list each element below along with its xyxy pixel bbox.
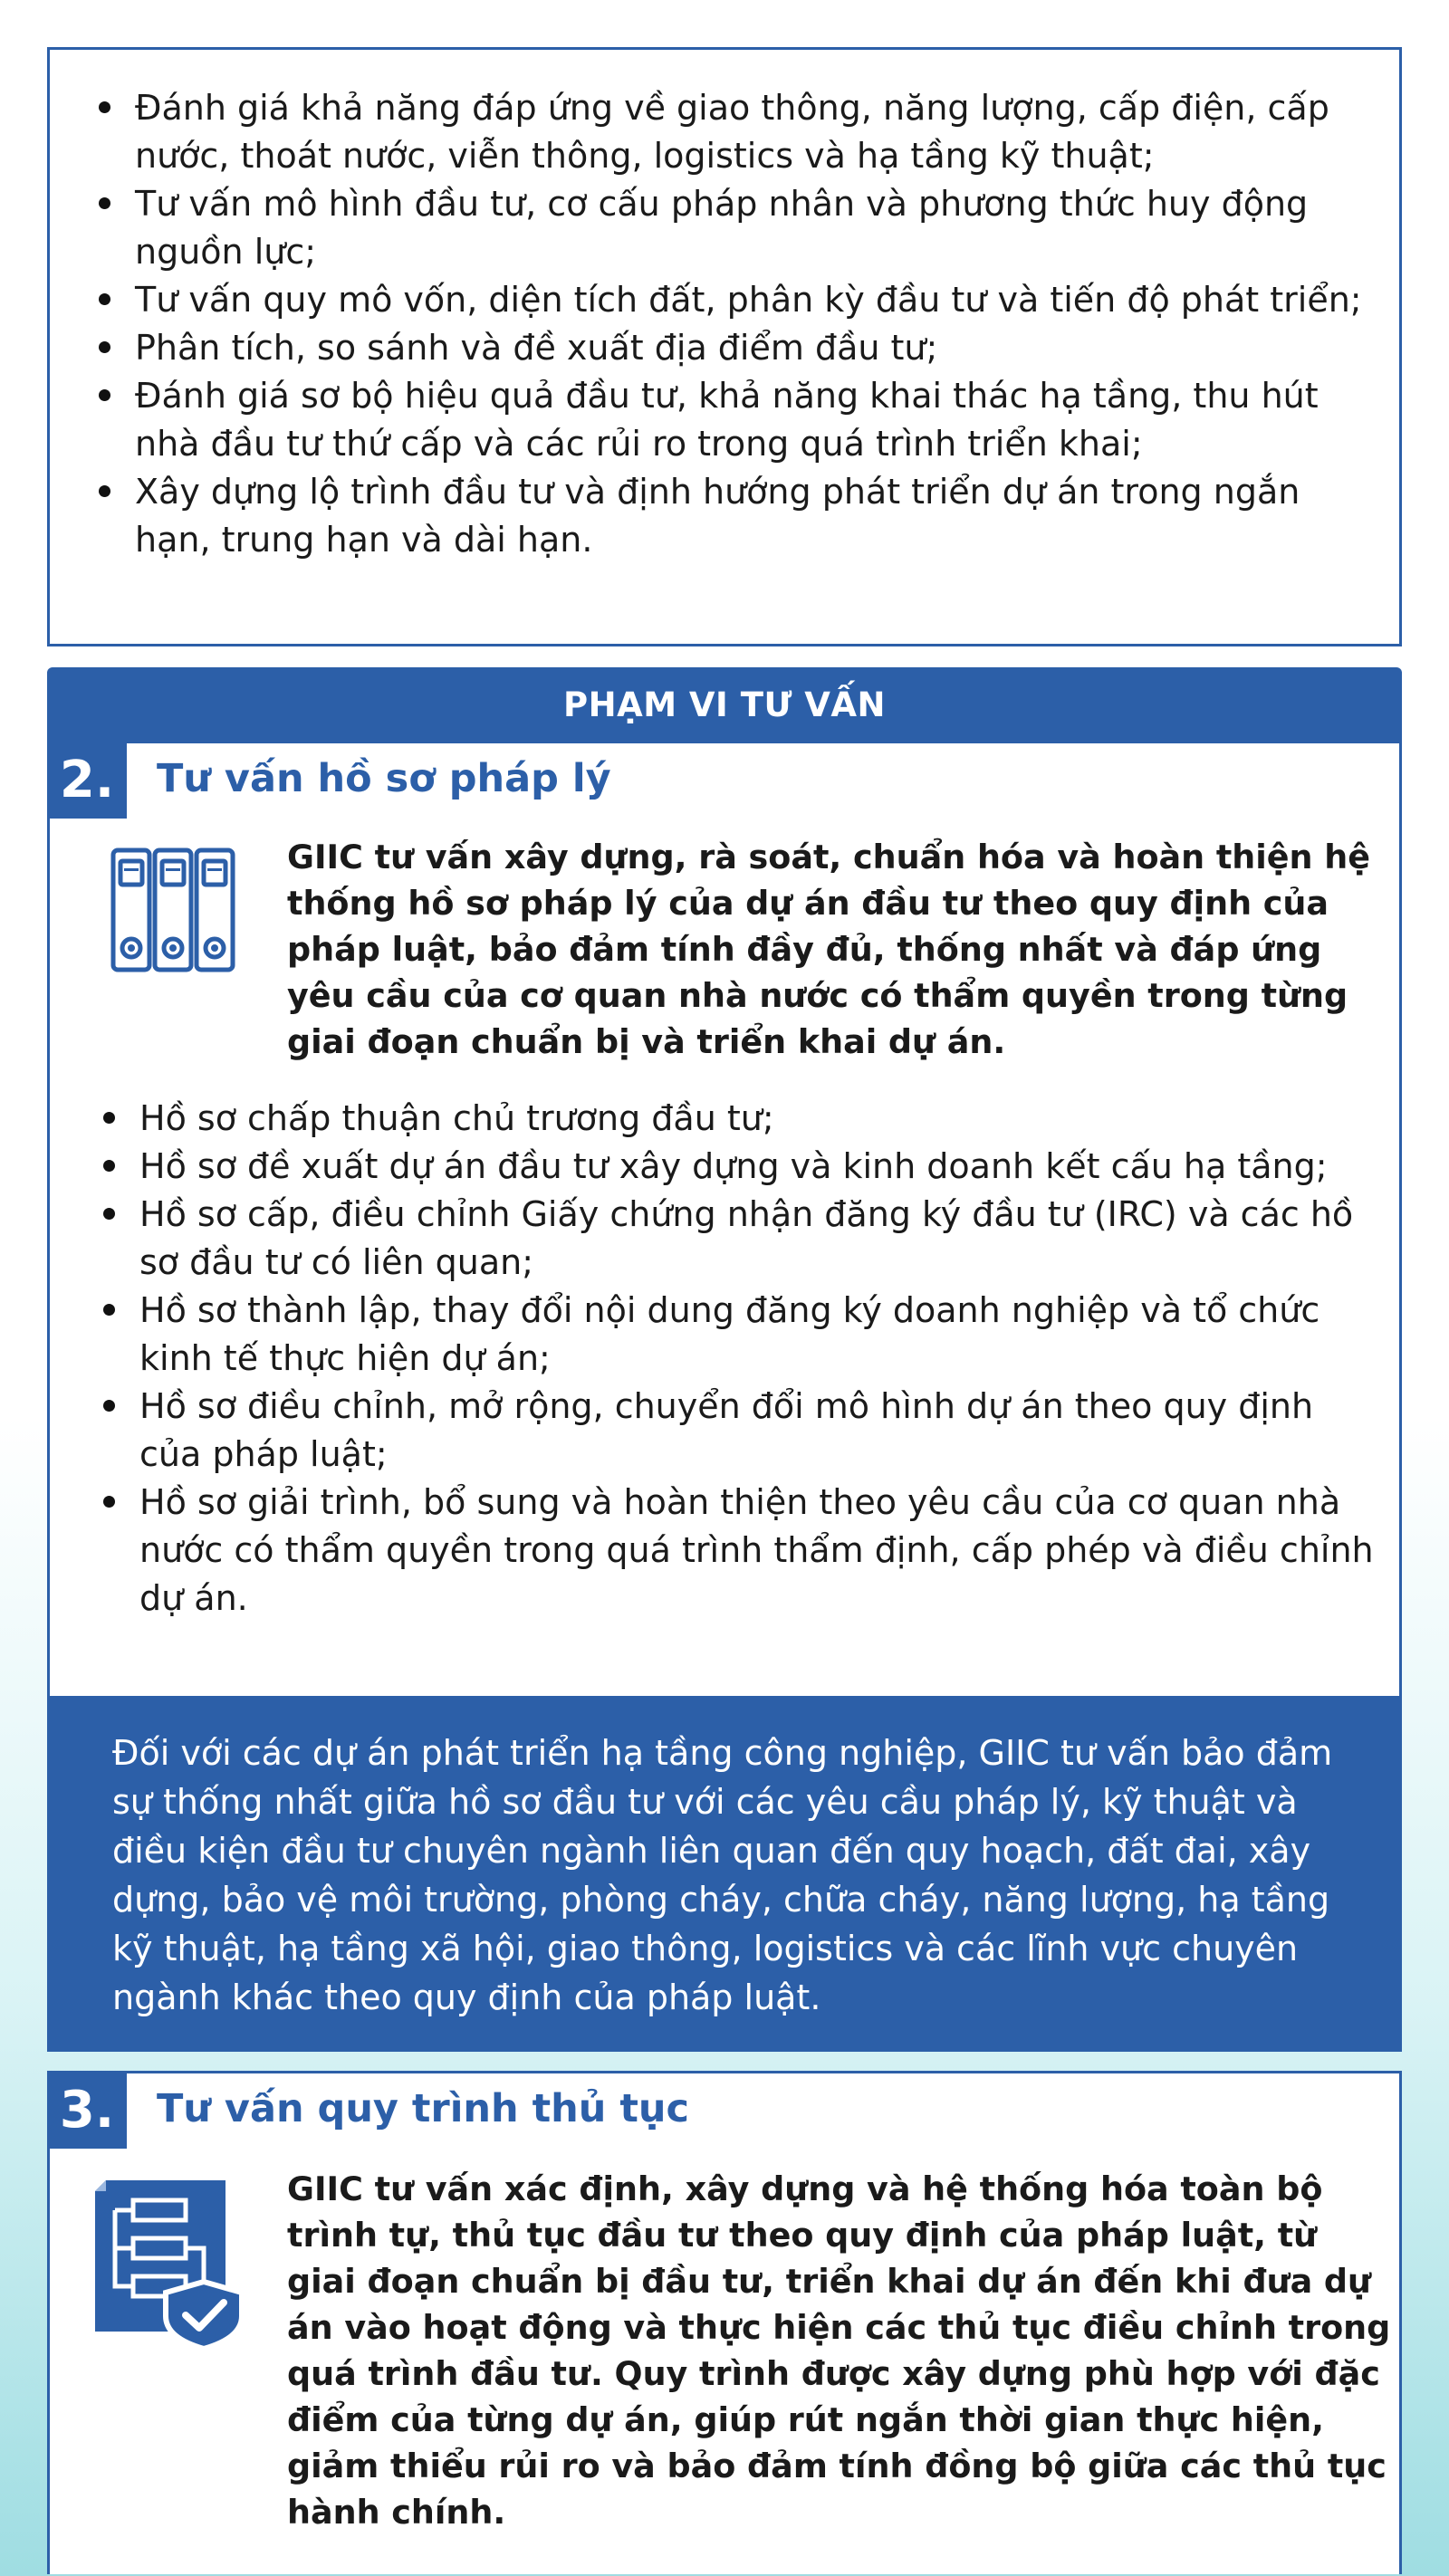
binders-icon <box>106 841 242 977</box>
section-1-box <box>47 47 1402 646</box>
section-2-note <box>47 1696 1402 2052</box>
list-item: Tư vấn mô hình đầu tư, cơ cấu pháp nhân và phương thức huy động nguồn lực; <box>95 180 1363 276</box>
list-item: Hồ sơ giải trình, bổ sung và hoàn thiện theo yêu cầu của cơ quan nhà nước có thẩm quyền trong quá trình thẩm định, cấp phép và điều chỉnh dự án. <box>100 1479 1386 1623</box>
list-item: Đánh giá khả năng đáp ứng về giao thông, năng lượng, cấp điện, cấp nước, thoát nước, viễn thông, logistics và hạ tầng kỹ thuật; <box>95 84 1363 180</box>
section-description: GIIC tư vấn xác định, xây dựng và hệ thống hóa toàn bộ trình tự, thủ tục đầu tư theo quy định của pháp luật, từ giai đoạn chuẩn bị đầu tư, triển khai dự án đến khi đưa dự án vào hoạt động và thực hiện các thủ tục điều chỉnh trong quá trình đầu tư. Quy trình được xây dựng phù hợp với đặc điểm của từng dự án, giúp rút ngắn thời gian thực hiện, giảm thiểu rủi ro và bảo đảm tính đồng bộ giữa các thủ tục hành chính. <box>287 2169 1391 2532</box>
flowchart-shield-icon <box>88 2173 251 2350</box>
note-text: Đối với các dự án phát triển hạ tầng công nghiệp, GIIC tư vấn bảo đảm sự thống nhất giữa hồ sơ đầu tư với các yêu cầu pháp lý, kỹ thuật và điều kiện đầu tư chuyên ngành liên quan đến quy hoạch, đất đai, xây dựng, bảo vệ môi trường, phòng cháy, chữa cháy, năng lượng, hạ tầng kỹ thuật, hạ tầng xã hội, giao thông, logistics và các lĩnh vực chuyên ngành khác theo quy định của pháp luật. <box>112 1733 1333 2017</box>
section-title: Tư vấn quy trình thủ tục <box>157 2086 690 2131</box>
list-item: Phân tích, so sánh và đề xuất địa điểm đầu tư; <box>95 324 1363 372</box>
section-3-box <box>47 2071 1402 2574</box>
banner-title: PHẠM VI TƯ VẤN <box>563 685 886 724</box>
list-item: Hồ sơ điều chỉnh, mở rộng, chuyển đổi mô hình dự án theo quy định của pháp luật; <box>100 1383 1386 1479</box>
list-item: Xây dựng lộ trình đầu tư và định hướng phát triển dự án trong ngắn hạn, trung hạn và dài hạn. <box>95 468 1363 564</box>
list-item: Hồ sơ thành lập, thay đổi nội dung đăng ký doanh nghiệp và tổ chức kinh tế thực hiện dự án; <box>100 1287 1386 1383</box>
list-item: Hồ sơ cấp, điều chỉnh Giấy chứng nhận đăng ký đầu tư (IRC) và các hồ sơ đầu tư có liên quan; <box>100 1191 1386 1287</box>
list-item: Tư vấn quy mô vốn, diện tích đất, phân kỳ đầu tư và tiến độ phát triển; <box>95 276 1363 324</box>
section-1-list <box>95 84 1363 564</box>
section-2-box <box>47 741 1402 1696</box>
list-item: Hồ sơ chấp thuận chủ trương đầu tư; <box>100 1095 1386 1143</box>
section-number: 2. <box>47 741 127 819</box>
list-item: Hồ sơ đề xuất dự án đầu tư xây dựng và kinh doanh kết cấu hạ tầng; <box>100 1143 1386 1191</box>
section-2-list <box>100 1095 1386 1623</box>
section-number: 3. <box>47 2071 127 2149</box>
scope-banner <box>47 667 1402 742</box>
section-description: GIIC tư vấn xây dựng, rà soát, chuẩn hóa và hoàn thiện hệ thống hồ sơ pháp lý của dự án đầu tư theo quy định của pháp luật, bảo đảm tính đầy đủ, thống nhất và đáp ứng yêu cầu của cơ quan nhà nước có thẩm quyền trong từng giai đoạn chuẩn bị và triển khai dự án. <box>287 838 1370 1061</box>
section-title: Tư vấn hồ sơ pháp lý <box>157 756 611 801</box>
list-item: Đánh giá sơ bộ hiệu quả đầu tư, khả năng khai thác hạ tầng, thu hút nhà đầu tư thứ cấp và các rủi ro trong quá trình triển khai; <box>95 372 1363 468</box>
